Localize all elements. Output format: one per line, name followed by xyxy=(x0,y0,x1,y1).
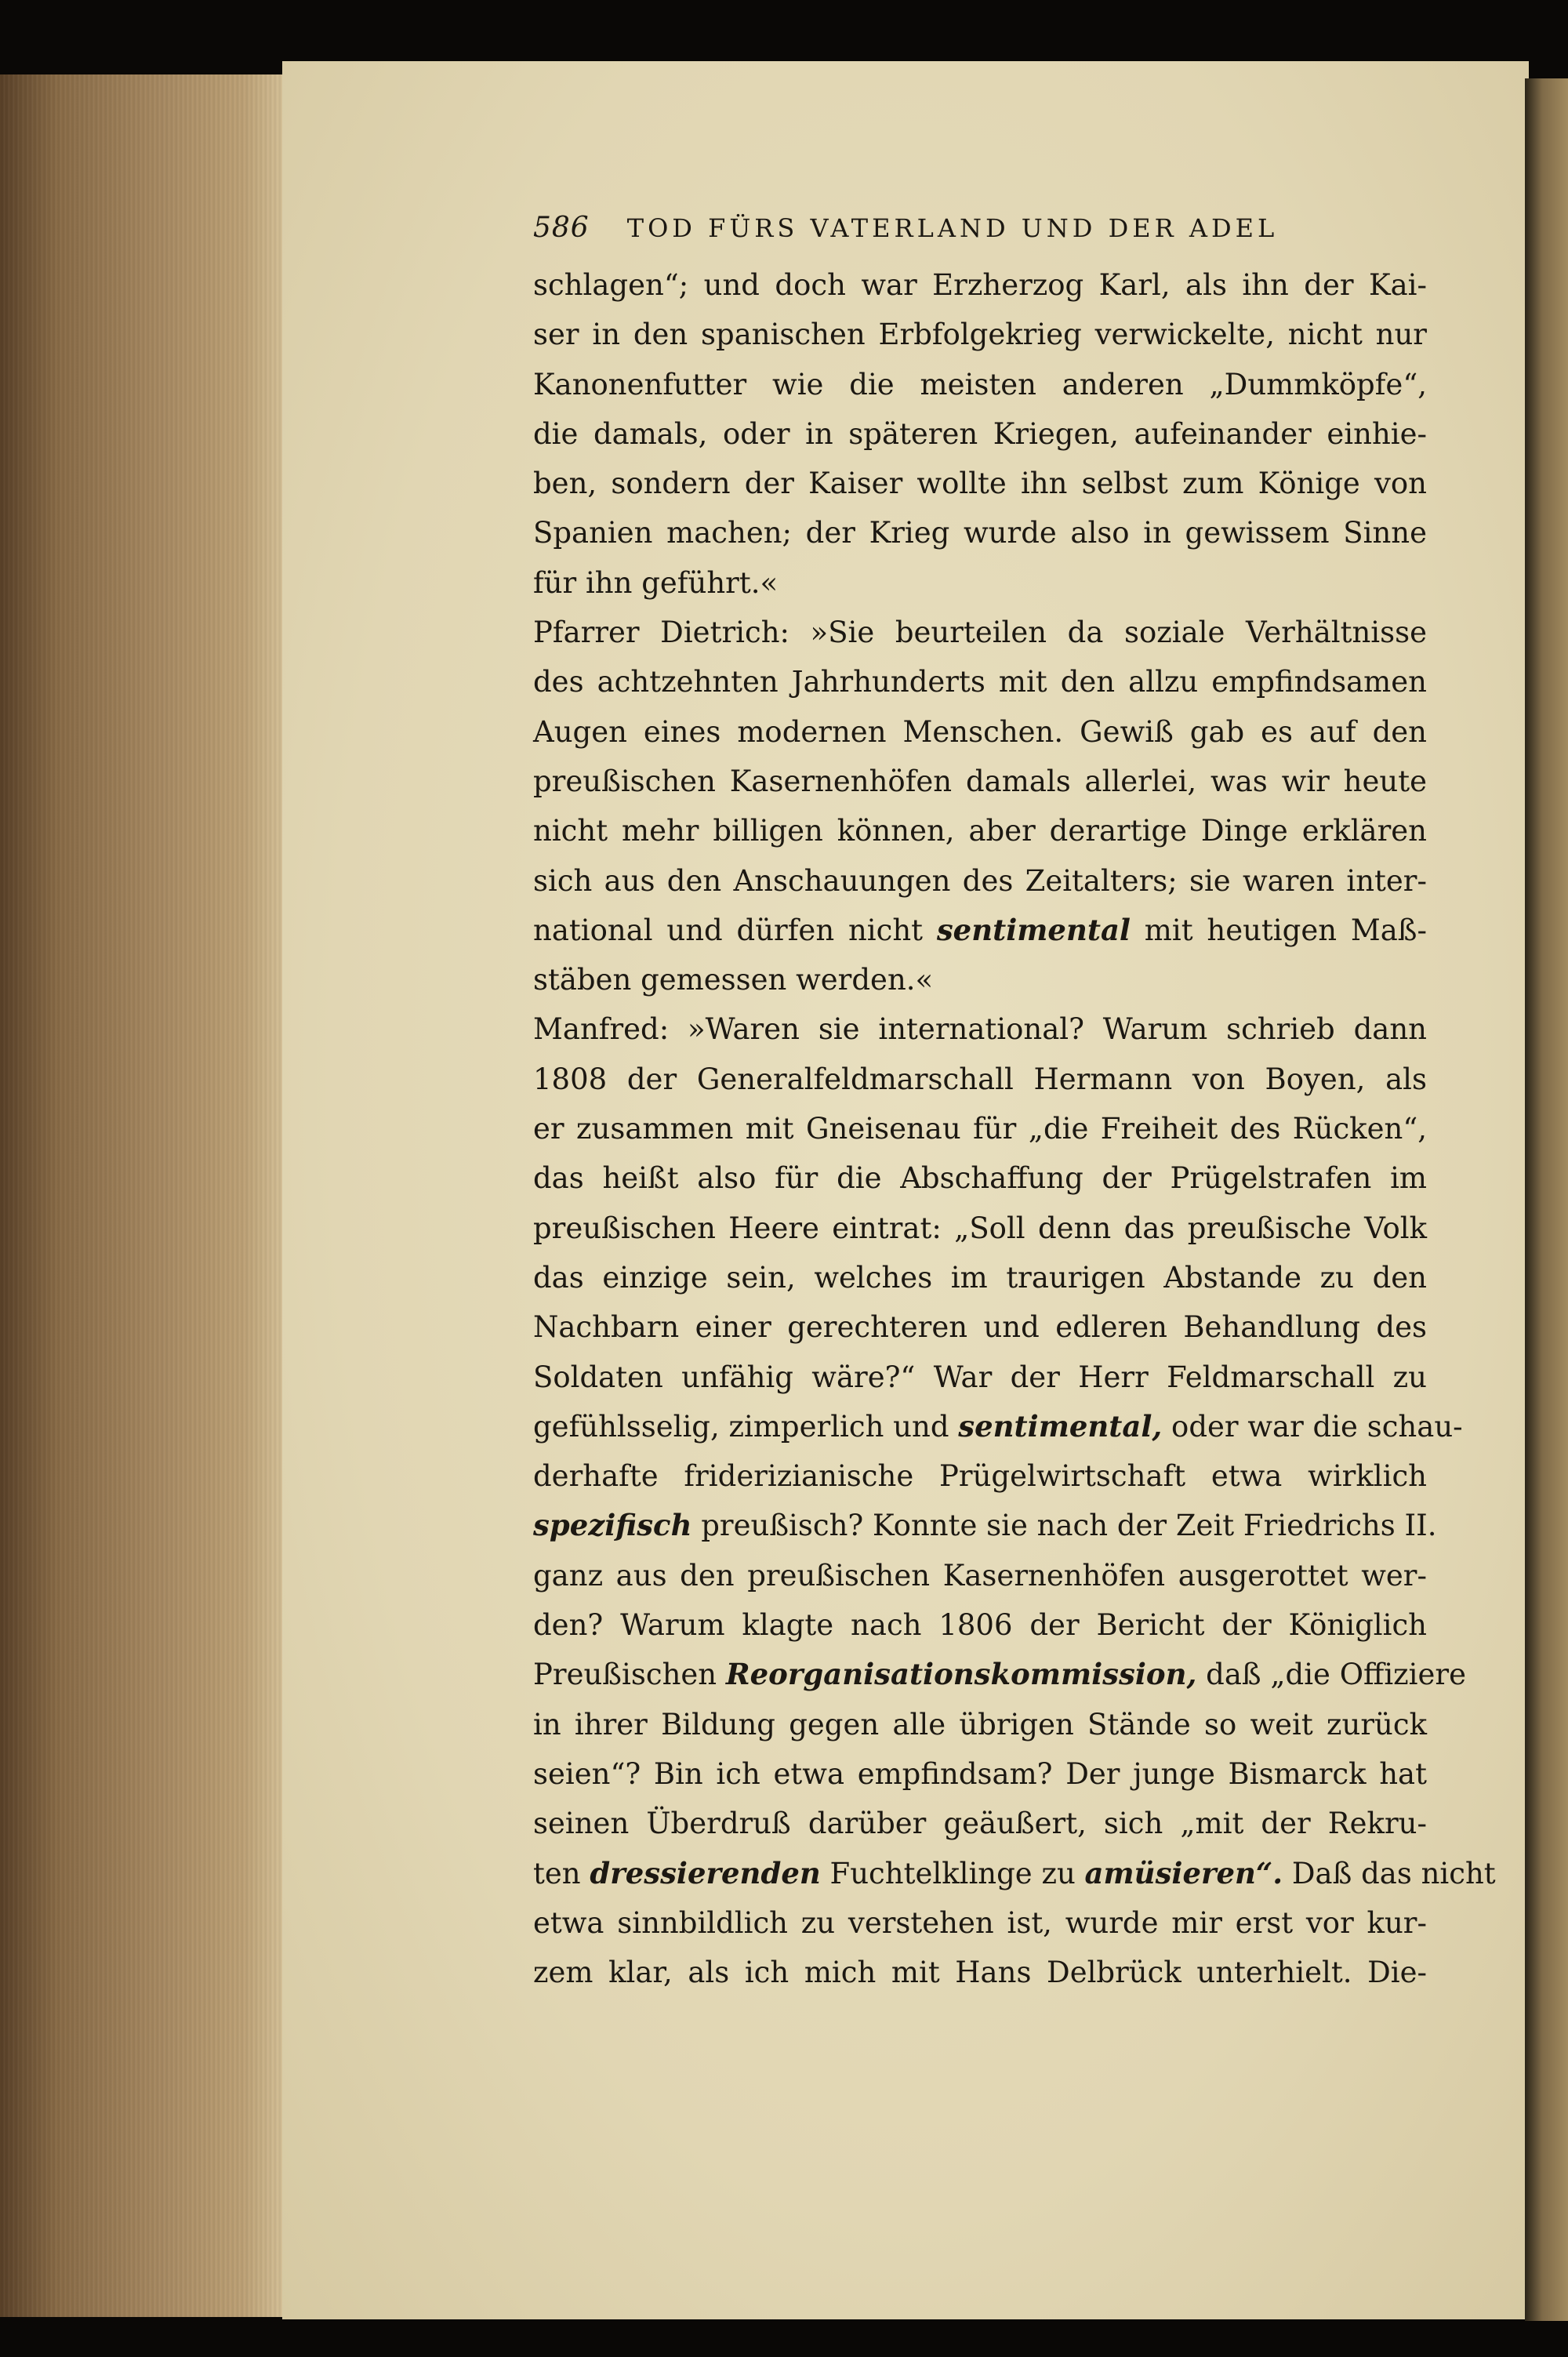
text-line: zem klar, als ich mich mit Hans Delbrück unterhielt. Die- xyxy=(533,1956,1427,1990)
text-segment: oder war die schau- xyxy=(1162,1409,1463,1444)
text-line xyxy=(533,1650,1466,1699)
text-line: schlagen“; und doch war Erzherzog Karl, als ihn der Kai- xyxy=(533,268,1427,302)
text-line xyxy=(533,1402,1463,1451)
text-line: in ihrer Bildung gegen alle übrigen Stände so weit zurück xyxy=(533,1707,1427,1741)
italic-emphasis: Reorganisationskommission, xyxy=(725,1657,1197,1692)
text-line: preußischen Heere eintrat: „Soll denn das preußische Volk xyxy=(533,1211,1427,1245)
text-line: nicht mehr billigen können, aber derartige Dinge erklären xyxy=(533,814,1427,848)
text-segment: daß „die Offiziere xyxy=(1196,1658,1466,1692)
text-line: Pfarrer Dietrich: »Sie beurteilen da soziale Verhältnisse xyxy=(533,616,1427,650)
text-line: er zusammen mit Gneisenau für „die Freiheit des Rücken“, xyxy=(533,1112,1427,1146)
body-text xyxy=(533,260,1496,1997)
text-line: die damals, oder in späteren Kriegen, aufeinander einhie- xyxy=(533,416,1427,451)
page-edge-texture xyxy=(0,74,286,2317)
page-text-block xyxy=(533,212,1496,1997)
text-line: ben, sondern der Kaiser wollte ihn selbst zum Könige von xyxy=(533,467,1427,501)
page-block-edge xyxy=(0,74,286,2317)
text-line: den? Warum klagte nach 1806 der Bericht der Königlich xyxy=(533,1608,1427,1643)
text-segment: Fuchtelklinge zu xyxy=(820,1856,1085,1890)
text-segment: ten xyxy=(533,1856,590,1890)
text-segment: Preußischen xyxy=(533,1658,726,1692)
text-line: 1808 der Generalfeldmarschall Hermann von Boyen, als xyxy=(533,1062,1427,1096)
text-segment: gefühlsselig, zimperlich und xyxy=(533,1409,959,1444)
italic-emphasis: spezifisch xyxy=(533,1508,692,1543)
italic-emphasis: amüsieren“. xyxy=(1084,1855,1283,1890)
text-line: Soldaten unfähig wäre?“ War der Herr Feldmarschall zu xyxy=(533,1360,1427,1394)
text-line: sich aus den Anschauungen des Zeitalters; sie waren inter- xyxy=(533,863,1427,898)
book-gutter-shadow xyxy=(1525,78,1568,2321)
text-line: Kanonenfutter wie die meisten anderen „Dummköpfe“, xyxy=(533,367,1427,401)
text-line: preußischen Kasernenhöfen damals allerlei, was wir heute xyxy=(533,764,1427,798)
text-line: seinen Überdruß darüber geäußert, sich „mit der Rekru- xyxy=(533,1807,1427,1841)
text-line xyxy=(533,1849,1496,1898)
text-line: des achtzehnten Jahrhunderts mit den allzu empfindsamen xyxy=(533,665,1427,699)
text-segment: preußisch? Konnte sie nach der Zeit Friedrichs II. xyxy=(691,1509,1437,1543)
text-line: das einzige sein, welches im traurigen Abstande zu den xyxy=(533,1260,1427,1295)
text-line: Manfred: »Waren sie international? Warum schrieb dann xyxy=(533,1012,1427,1047)
text-line xyxy=(533,1501,1437,1550)
text-line: ganz aus den preußischen Kasernenhöfen ausgerottet wer- xyxy=(533,1558,1427,1593)
chapter-title: TOD FÜRS VATERLAND UND DER ADEL xyxy=(626,213,1279,243)
italic-emphasis: sentimental, xyxy=(958,1408,1163,1444)
text-segment: national und dürfen nicht xyxy=(533,913,937,947)
running-head xyxy=(533,212,1427,252)
text-line: Augen eines modernen Menschen. Gewiß gab es auf den xyxy=(533,714,1427,749)
text-segment: mit heutigen Maß- xyxy=(1130,913,1427,947)
text-line xyxy=(533,906,1427,955)
text-line: derhafte friderizianische Prügelwirtschaft etwa wirklich xyxy=(533,1459,1427,1494)
italic-emphasis: dressierenden xyxy=(590,1855,821,1890)
text-line: das heißt also für die Abschaffung der Prügelstrafen im xyxy=(533,1161,1427,1196)
text-line: etwa sinnbildlich zu verstehen ist, wurde mir erst vor kur- xyxy=(533,1905,1427,1940)
italic-emphasis: sentimental xyxy=(936,912,1131,947)
text-segment: Daß das nicht xyxy=(1283,1856,1496,1890)
page-number: 586 xyxy=(533,212,590,244)
text-line: Spanien machen; der Krieg wurde also in gewissem Sinne xyxy=(533,516,1427,550)
text-line: für ihn geführt.« xyxy=(533,565,779,600)
text-line: stäben gemessen werden.« xyxy=(533,963,934,997)
text-line: seien“? Bin ich etwa empfindsam? Der junge Bismarck hat xyxy=(533,1756,1427,1791)
text-line: ser in den spanischen Erbfolgekrieg verwickelte, nicht nur xyxy=(533,318,1427,352)
text-line: Nachbarn einer gerechteren und edleren Behandlung des xyxy=(533,1310,1427,1345)
